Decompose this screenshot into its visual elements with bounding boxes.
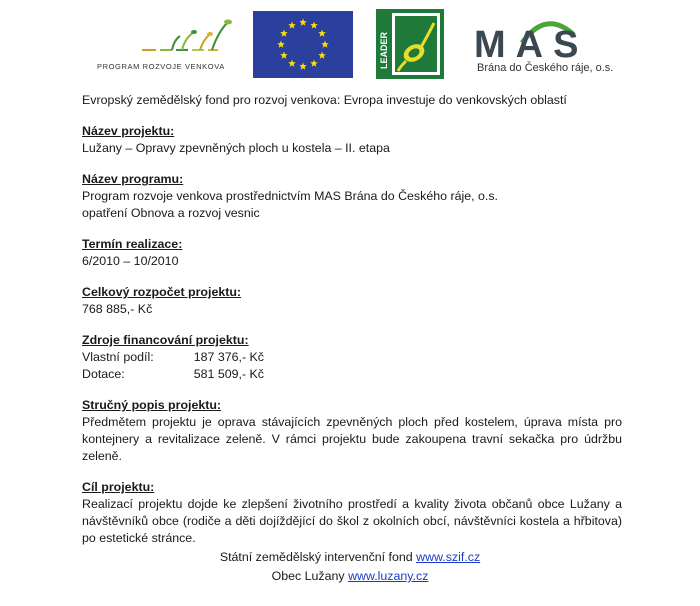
term-value: 6/2010 – 10/2010 [82, 254, 179, 268]
project-section [82, 123, 622, 157]
goal-text: Realizací projektu dojde ke zlepšení životního prostředí a kvality života občanů obce Lužany a návštěvníků obce (rodiče a děti dojíždějící do škol z okolních obcí, návštěvníci kostela a hřbitova) po estetické stránce. [82, 497, 622, 545]
eu-star-icon [299, 63, 307, 70]
eu-star-icon [299, 19, 307, 26]
term-section [82, 236, 622, 270]
description-heading: Stručný popis projektu: [82, 398, 222, 412]
luzany-link[interactable]: www.luzany.cz [348, 569, 429, 583]
footer-line-obec [0, 569, 700, 583]
funding-label: Vlastní podíl: [82, 350, 154, 364]
eu-star-icon [288, 21, 296, 28]
mas-logo-title: MAS [474, 24, 589, 61]
eu-star-icon [321, 41, 329, 48]
budget-section [82, 284, 622, 318]
eu-star-icon [280, 52, 288, 59]
funding-heading: Zdroje financování projektu: [82, 333, 249, 347]
program-rozvoje-venkova-logo [82, 10, 242, 80]
footer-szif-text: Státní zemědělský intervenční fond [219, 550, 417, 564]
leader-text: LEADER [379, 31, 389, 69]
eu-star-icon [280, 30, 288, 37]
budget-heading: Celkový rozpočet projektu: [82, 285, 242, 299]
footer-obec-text: Obec Lužany [271, 569, 349, 583]
funding-amount: 581 509,- Kč [193, 367, 264, 381]
goal-section [82, 479, 622, 547]
leader-logo [376, 9, 444, 79]
eu-star-icon [318, 52, 326, 59]
mas-logo [474, 13, 624, 79]
szif-link[interactable]: www.szif.cz [416, 550, 481, 564]
budget-value: 768 885,- Kč [82, 302, 153, 316]
funding-row [82, 366, 622, 383]
program-section [82, 171, 622, 222]
eu-flag-icon [253, 11, 353, 78]
goal-heading: Cíl projektu: [82, 480, 155, 494]
logo-strip [0, 8, 700, 82]
eu-star-icon [288, 60, 296, 67]
project-heading: Název projektu: [82, 124, 175, 138]
funding-row [82, 349, 622, 366]
document-body [82, 92, 622, 561]
program-line-2: opatření Obnova a rozvoj vesnic [82, 206, 260, 220]
eu-star-icon [310, 21, 318, 28]
program-logo-text: PROGRAM ROZVOJE VENKOVA [97, 62, 225, 71]
description-text: Předmětem projektu je oprava stávajících zpevněných ploch před kostelem, úprava místa pro kontejnery a revitalizace zeleně. V rámci projektu bude zakoupena travní sekačka pro údržbu zeleně. [82, 415, 622, 463]
funding-amount: 187 376,- Kč [193, 350, 264, 364]
funding-section [82, 332, 622, 383]
description-section [82, 397, 622, 465]
funding-label: Dotace: [82, 367, 125, 381]
term-heading: Termín realizace: [82, 237, 183, 251]
project-name: Lužany – Opravy zpevněných ploch u kostela – II. etapa [82, 141, 390, 155]
sprouts-icon [82, 10, 242, 60]
intro-text: Evropský zemědělský fond pro rozvoj venkova: Evropa investuje do venkovských oblastí [82, 93, 567, 107]
footer-line-szif [0, 550, 700, 564]
eu-star-icon [318, 30, 326, 37]
mas-logo-subtitle: Brána do Českého ráje, o.s. [477, 62, 614, 74]
eu-star-icon [310, 60, 318, 67]
program-heading: Název programu: [82, 172, 184, 186]
program-line-1: Program rozvoje venkova prostřednictvím MAS Brána do Českého ráje, o.s. [82, 189, 498, 203]
eu-star-icon [277, 41, 285, 48]
